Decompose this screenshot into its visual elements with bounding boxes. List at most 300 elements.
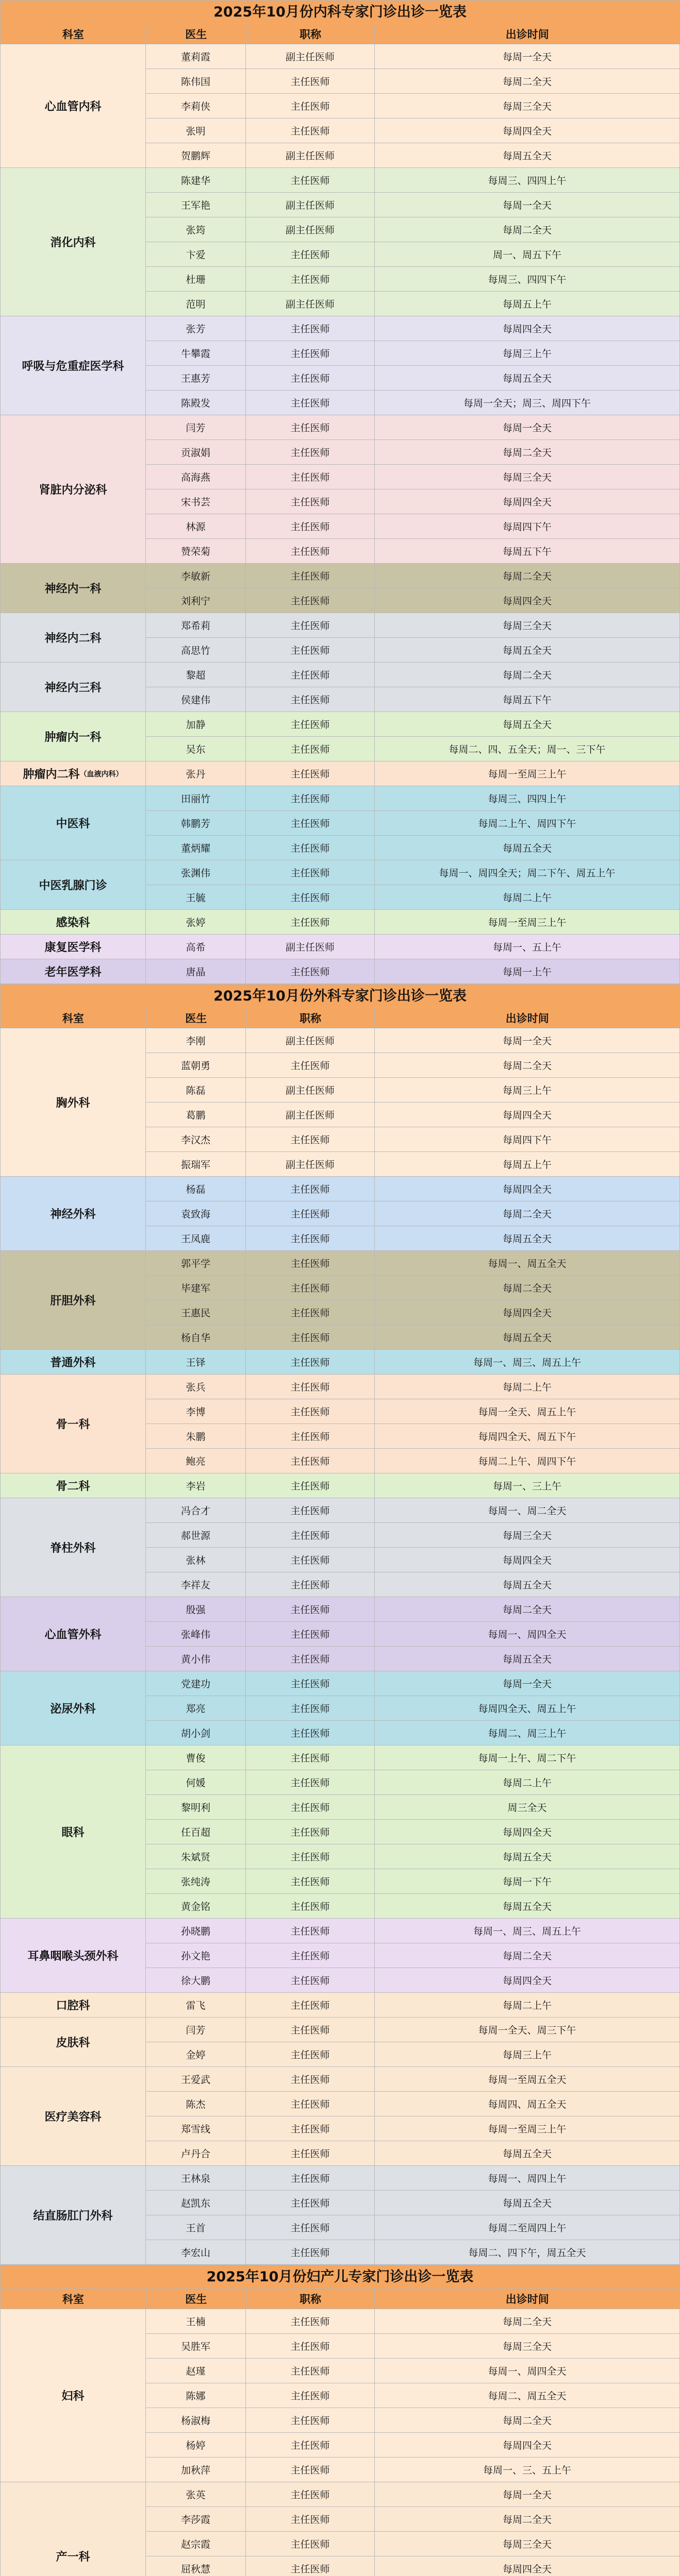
table-row	[146, 193, 680, 217]
clinic-time: 每周四全天	[375, 1968, 680, 1993]
table-row	[146, 1820, 680, 1844]
department-name	[1, 1375, 146, 1473]
department-group	[0, 613, 680, 663]
table-row	[146, 2141, 680, 2166]
doctor-title: 主任医师	[246, 1795, 375, 1820]
doctor-name: 陈建华	[146, 168, 246, 193]
department-group	[0, 2166, 680, 2265]
doctor-title: 主任医师	[246, 687, 375, 712]
department-name	[1, 1350, 146, 1375]
doctor-name: 郝世源	[146, 1523, 246, 1548]
clinic-time: 每周一、周五全天	[375, 1251, 680, 1276]
doctor-title: 主任医师	[246, 712, 375, 737]
doctor-name: 陈杰	[146, 2092, 246, 2116]
doctor-rows	[146, 168, 680, 316]
doctor-title: 主任医师	[246, 885, 375, 910]
department-name	[1, 1473, 146, 1498]
doctor-rows	[146, 415, 680, 564]
table-row	[146, 316, 680, 341]
header-cell: 出诊时间	[375, 2289, 680, 2309]
department-name	[1, 1671, 146, 1745]
doctor-rows	[146, 2018, 680, 2067]
department-group	[0, 1671, 680, 1745]
department-name	[1, 1498, 146, 1597]
table-row	[146, 836, 680, 860]
doctor-title: 副主任医师	[246, 1103, 375, 1127]
clinic-time: 每周三上午	[375, 341, 680, 366]
doctor-rows	[146, 1919, 680, 1993]
doctor-title: 主任医师	[246, 1498, 375, 1523]
table-row	[146, 1671, 680, 1696]
doctor-title: 主任医师	[246, 2191, 375, 2215]
doctor-name: 高思竹	[146, 638, 246, 663]
clinic-time: 每周五下午	[375, 687, 680, 712]
doctor-name: 闫芳	[146, 415, 246, 440]
table-row	[146, 860, 680, 885]
doctor-title: 主任医师	[246, 811, 375, 836]
doctor-name: 杜珊	[146, 267, 246, 292]
department-group	[0, 663, 680, 712]
table-row	[146, 786, 680, 811]
doctor-title: 主任医师	[246, 366, 375, 391]
doctor-title: 主任医师	[246, 118, 375, 143]
clinic-time: 每周五全天	[375, 836, 680, 860]
header-cell: 医生	[146, 24, 246, 44]
table-row	[146, 242, 680, 267]
table-row	[146, 514, 680, 539]
doctor-name: 任百超	[146, 1820, 246, 1844]
doctor-rows	[146, 1177, 680, 1251]
table-row	[146, 638, 680, 663]
department-label: 呼吸与危重症医学科	[22, 360, 124, 373]
doctor-name: 王惠芳	[146, 366, 246, 391]
doctor-name: 陈伟国	[146, 69, 246, 94]
doctor-title: 主任医师	[246, 1622, 375, 1647]
department-group	[0, 2482, 680, 2576]
doctor-title: 主任医师	[246, 2092, 375, 2116]
table-row	[146, 1844, 680, 1869]
table-row	[146, 1152, 680, 1177]
doctor-rows	[146, 1028, 680, 1177]
doctor-title: 副主任医师	[246, 935, 375, 959]
doctor-title: 主任医师	[246, 440, 375, 465]
doctor-name: 孙晓鹏	[146, 1919, 246, 1943]
table-row	[146, 2458, 680, 2482]
clinic-time: 每周二全天	[375, 1276, 680, 1300]
doctor-title: 主任医师	[246, 638, 375, 663]
table-row	[146, 2334, 680, 2359]
clinic-time: 每周三上午	[375, 2042, 680, 2067]
department-label: 医疗美容科	[44, 2111, 102, 2124]
doctor-title: 主任医师	[246, 69, 375, 94]
doctor-name: 孙文艳	[146, 1943, 246, 1968]
table-row	[146, 1745, 680, 1770]
department-group	[0, 1745, 680, 1919]
table-row	[146, 1251, 680, 1276]
doctor-title: 主任医师	[246, 94, 375, 118]
doctor-name: 张筠	[146, 217, 246, 242]
doctor-title: 主任医师	[246, 1597, 375, 1622]
department-label: 神经内二科	[44, 632, 102, 645]
doctor-rows	[146, 44, 680, 168]
doctor-rows	[146, 959, 680, 984]
doctor-name: 金婷	[146, 2042, 246, 2067]
doctor-name: 党建功	[146, 1671, 246, 1696]
department-name	[1, 2482, 146, 2576]
table-row	[146, 1424, 680, 1449]
table-row	[146, 1473, 680, 1498]
doctor-name: 振瑞军	[146, 1152, 246, 1177]
doctor-name: 田丽竹	[146, 786, 246, 811]
doctor-title: 副主任医师	[246, 1028, 375, 1053]
doctor-title: 主任医师	[246, 2507, 375, 2532]
doctor-name: 黄金铭	[146, 1894, 246, 1919]
table-row	[146, 539, 680, 564]
clinic-time: 每周二、四下午，周五全天	[375, 2240, 680, 2265]
doctor-name: 杨淑梅	[146, 2408, 246, 2433]
doctor-rows	[146, 1350, 680, 1375]
department-label: 皮肤科	[56, 2037, 90, 2049]
doctor-title: 副主任医师	[246, 1152, 375, 1177]
department-group	[0, 1350, 680, 1375]
clinic-time: 每周一、周四全天	[375, 1622, 680, 1647]
table-row	[146, 2042, 680, 2067]
table-row	[146, 2482, 680, 2507]
department-name	[1, 1028, 146, 1177]
table-row	[146, 2191, 680, 2215]
doctor-title: 主任医师	[246, 2556, 375, 2576]
header-cell: 医生	[146, 1008, 246, 1028]
clinic-time: 每周二全天	[375, 564, 680, 588]
table-row	[146, 2359, 680, 2383]
department-group	[0, 1251, 680, 1350]
doctor-name: 何媛	[146, 1770, 246, 1795]
clinic-time: 每周四全天	[375, 1300, 680, 1325]
department-name	[1, 2067, 146, 2166]
doctor-rows	[146, 1375, 680, 1473]
department-label: 脊柱外科	[50, 1542, 96, 1555]
clinic-time: 每周一全天	[375, 193, 680, 217]
department-label: 康复医学科	[44, 941, 102, 954]
doctor-rows	[146, 1671, 680, 1745]
clinic-time: 每周五上午	[375, 292, 680, 316]
doctor-name: 加秋萍	[146, 2458, 246, 2482]
doctor-name: 朱斌贤	[146, 1844, 246, 1869]
doctor-title: 主任医师	[246, 786, 375, 811]
doctor-title: 主任医师	[246, 1177, 375, 1201]
doctor-name: 李汉杰	[146, 1127, 246, 1152]
doctor-name: 张丹	[146, 761, 246, 786]
clinic-time: 每周五全天	[375, 1325, 680, 1350]
doctor-name: 韩鹏芳	[146, 811, 246, 836]
department-label: 肝胆外科	[50, 1295, 96, 1308]
doctor-title: 主任医师	[246, 959, 375, 984]
department-group	[0, 2309, 680, 2482]
clinic-time: 每周一上午、周二下午	[375, 1745, 680, 1770]
doctor-name: 加静	[146, 712, 246, 737]
doctor-title: 主任医师	[246, 341, 375, 366]
doctor-rows	[146, 1473, 680, 1498]
department-label: 产一科	[56, 2551, 90, 2564]
clinic-time: 每周三全天	[375, 2532, 680, 2556]
table-row	[146, 415, 680, 440]
table-header	[0, 1008, 680, 1028]
doctor-title: 主任医师	[246, 1424, 375, 1449]
doctor-name: 高海燕	[146, 465, 246, 489]
doctor-title: 主任医师	[246, 1844, 375, 1869]
doctor-title: 主任医师	[246, 860, 375, 885]
department-name	[1, 415, 146, 564]
table-row	[146, 1103, 680, 1127]
department-group	[0, 786, 680, 860]
clinic-time: 每周四全天	[375, 1548, 680, 1572]
department-name	[1, 712, 146, 761]
table-row	[146, 1572, 680, 1597]
department-note: （血液内科）	[79, 770, 123, 778]
department-name	[1, 860, 146, 910]
doctor-name: 董炳耀	[146, 836, 246, 860]
doctor-title: 主任医师	[246, 415, 375, 440]
department-name	[1, 1177, 146, 1251]
doctor-title: 主任医师	[246, 2018, 375, 2042]
clinic-time: 每周一至周三上午	[375, 761, 680, 786]
doctor-title: 主任医师	[246, 1820, 375, 1844]
doctor-name: 卞爱	[146, 242, 246, 267]
doctor-title: 主任医师	[246, 1671, 375, 1696]
department-label: 口腔科	[56, 1999, 90, 2012]
doctor-title: 主任医师	[246, 2116, 375, 2141]
doctor-name: 雷飞	[146, 1993, 246, 2018]
clinic-time: 每周五全天	[375, 1226, 680, 1251]
doctor-name: 冯合才	[146, 1498, 246, 1523]
table-row	[146, 2532, 680, 2556]
doctor-title: 主任医师	[246, 836, 375, 860]
department-label: 妇科	[61, 2390, 85, 2403]
table-row	[146, 2116, 680, 2141]
doctor-name: 王惠民	[146, 1300, 246, 1325]
department-group	[0, 415, 680, 564]
table-row	[146, 663, 680, 687]
doctor-title: 主任医师	[246, 1226, 375, 1251]
clinic-time: 每周二上午、周四下午	[375, 1449, 680, 1473]
doctor-name: 李祥友	[146, 1572, 246, 1597]
clinic-time: 每周二上午	[375, 1770, 680, 1795]
table-row	[146, 2092, 680, 2116]
clinic-time: 每周三上午	[375, 1078, 680, 1103]
doctor-title: 主任医师	[246, 2215, 375, 2240]
table-row	[146, 1226, 680, 1251]
doctor-name: 胡小剑	[146, 1721, 246, 1745]
department-name	[1, 1919, 146, 1993]
doctor-name: 张兵	[146, 1375, 246, 1399]
department-group	[0, 761, 680, 786]
doctor-rows	[146, 613, 680, 663]
table-row	[146, 1770, 680, 1795]
doctor-title: 主任医师	[246, 2240, 375, 2265]
clinic-time: 每周二上午、周四下午	[375, 811, 680, 836]
doctor-title: 主任医师	[246, 1993, 375, 2018]
department-label: 骨一科	[56, 1418, 90, 1431]
table-row	[146, 1350, 680, 1375]
department-name	[1, 663, 146, 712]
department-name	[1, 786, 146, 860]
department-name	[1, 1597, 146, 1671]
doctor-title: 主任医师	[246, 2359, 375, 2383]
doctor-name: 张婷	[146, 910, 246, 935]
department-name	[1, 1745, 146, 1919]
doctor-title: 主任医师	[246, 1696, 375, 1721]
doctor-rows	[146, 935, 680, 959]
clinic-time: 每周四全天	[375, 1177, 680, 1201]
doctor-name: 王毓	[146, 885, 246, 910]
clinic-time: 每周五全天	[375, 1844, 680, 1869]
department-label: 消化内科	[50, 236, 96, 249]
doctor-title: 主任医师	[246, 1745, 375, 1770]
department-group	[0, 712, 680, 761]
table-row	[146, 118, 680, 143]
table-row	[146, 1375, 680, 1399]
doctor-name: 张纯涛	[146, 1869, 246, 1894]
header-cell: 出诊时间	[375, 24, 680, 44]
doctor-name: 张明	[146, 118, 246, 143]
table-row	[146, 2408, 680, 2433]
doctor-name: 王楠	[146, 2309, 246, 2334]
clinic-time: 每周五全天	[375, 712, 680, 737]
clinic-time: 每周四全天、周五上午	[375, 1696, 680, 1721]
doctor-title: 副主任医师	[246, 1078, 375, 1103]
doctor-name: 范明	[146, 292, 246, 316]
doctor-rows	[146, 564, 680, 613]
clinic-time: 每周二全天	[375, 69, 680, 94]
table-row	[146, 1498, 680, 1523]
doctor-name: 葛鹏	[146, 1103, 246, 1127]
doctor-title: 主任医师	[246, 1647, 375, 1671]
department-group	[0, 2018, 680, 2067]
clinic-time: 每周五全天	[375, 2191, 680, 2215]
doctor-name: 董莉霞	[146, 44, 246, 69]
header-cell: 出诊时间	[375, 1008, 680, 1028]
table-row	[146, 2507, 680, 2532]
department-label: 神经内三科	[44, 682, 102, 694]
clinic-time: 每周三、四四上午	[375, 168, 680, 193]
table-row	[146, 2309, 680, 2334]
doctor-title: 主任医师	[246, 1251, 375, 1276]
clinic-time: 每周五全天	[375, 1572, 680, 1597]
table-row	[146, 811, 680, 836]
doctor-title: 主任医师	[246, 1350, 375, 1375]
department-group	[0, 910, 680, 935]
table-header	[0, 24, 680, 44]
clinic-time: 每周二上午	[375, 1375, 680, 1399]
doctor-name: 李敏新	[146, 564, 246, 588]
doctor-name: 徐大鹏	[146, 1968, 246, 1993]
clinic-time: 每周五全天	[375, 1647, 680, 1671]
department-group	[0, 1177, 680, 1251]
doctor-title: 副主任医师	[246, 193, 375, 217]
clinic-time: 每周三全天	[375, 2334, 680, 2359]
department-name	[1, 2018, 146, 2067]
doctor-title: 主任医师	[246, 1770, 375, 1795]
table-row	[146, 2166, 680, 2191]
clinic-time: 每周四全天	[375, 489, 680, 514]
doctor-name: 唐晶	[146, 959, 246, 984]
table-row	[146, 613, 680, 638]
header-cell: 职称	[246, 1008, 375, 1028]
department-label: 耳鼻咽喉头颈外科	[27, 1950, 119, 1963]
doctor-title: 主任医师	[246, 1127, 375, 1152]
clinic-time: 每周二全天	[375, 2507, 680, 2532]
department-label: 心血管外科	[44, 1629, 102, 1641]
doctor-title: 主任医师	[246, 737, 375, 761]
clinic-time: 每周一、周三、周五上午	[375, 1919, 680, 1943]
doctor-title: 主任医师	[246, 1473, 375, 1498]
table-row	[146, 267, 680, 292]
table-row	[146, 366, 680, 391]
doctor-title: 主任医师	[246, 1919, 375, 1943]
doctor-name: 赞荣菊	[146, 539, 246, 564]
department-label: 眼科	[61, 1826, 85, 1839]
department-group	[0, 44, 680, 168]
table-row	[146, 44, 680, 69]
doctor-title: 主任医师	[246, 2482, 375, 2507]
doctor-title: 副主任医师	[246, 44, 375, 69]
doctor-name: 郑雪线	[146, 2116, 246, 2141]
clinic-time: 每周一、周三、周五上午	[375, 1350, 680, 1375]
clinic-time: 每周二、周五全天	[375, 2383, 680, 2408]
doctor-title: 主任医师	[246, 168, 375, 193]
doctor-name: 卢丹合	[146, 2141, 246, 2166]
doctor-name: 闫芳	[146, 2018, 246, 2042]
doctor-title: 主任医师	[246, 242, 375, 267]
doctor-name: 宋书芸	[146, 489, 246, 514]
department-group	[0, 860, 680, 910]
doctor-rows	[146, 1993, 680, 2018]
clinic-time: 每周四全天	[375, 316, 680, 341]
doctor-name: 侯建伟	[146, 687, 246, 712]
table-row	[146, 217, 680, 242]
doctor-rows	[146, 663, 680, 712]
clinic-time: 每周一全天、周三下午	[375, 2018, 680, 2042]
doctor-name: 朱鹏	[146, 1424, 246, 1449]
department-name	[1, 613, 146, 663]
doctor-name: 杨自华	[146, 1325, 246, 1350]
clinic-time: 每周四全天	[375, 2556, 680, 2576]
clinic-time: 每周一、周四全天；周二下午、周五上午	[375, 860, 680, 885]
doctor-name: 吴胜军	[146, 2334, 246, 2359]
doctor-title: 主任医师	[246, 2433, 375, 2458]
doctor-title: 主任医师	[246, 316, 375, 341]
department-name	[1, 168, 146, 316]
clinic-time: 每周二、周三上午	[375, 1721, 680, 1745]
department-label: 肿瘤内二科	[23, 768, 80, 781]
table-row	[146, 1647, 680, 1671]
header-cell: 科室	[1, 1008, 146, 1028]
doctor-title: 主任医师	[246, 2067, 375, 2092]
department-group	[0, 1597, 680, 1671]
table-row	[146, 564, 680, 588]
clinic-time: 每周一上午	[375, 959, 680, 984]
doctor-title: 主任医师	[246, 1375, 375, 1399]
department-group	[0, 1919, 680, 1993]
doctor-name: 刘利宁	[146, 588, 246, 613]
table-row	[146, 2556, 680, 2576]
department-label: 中医科	[56, 818, 90, 831]
doctor-title: 主任医师	[246, 1721, 375, 1745]
doctor-title: 主任医师	[246, 1523, 375, 1548]
table-row	[146, 1127, 680, 1152]
doctor-rows	[146, 786, 680, 860]
department-group	[0, 2067, 680, 2166]
